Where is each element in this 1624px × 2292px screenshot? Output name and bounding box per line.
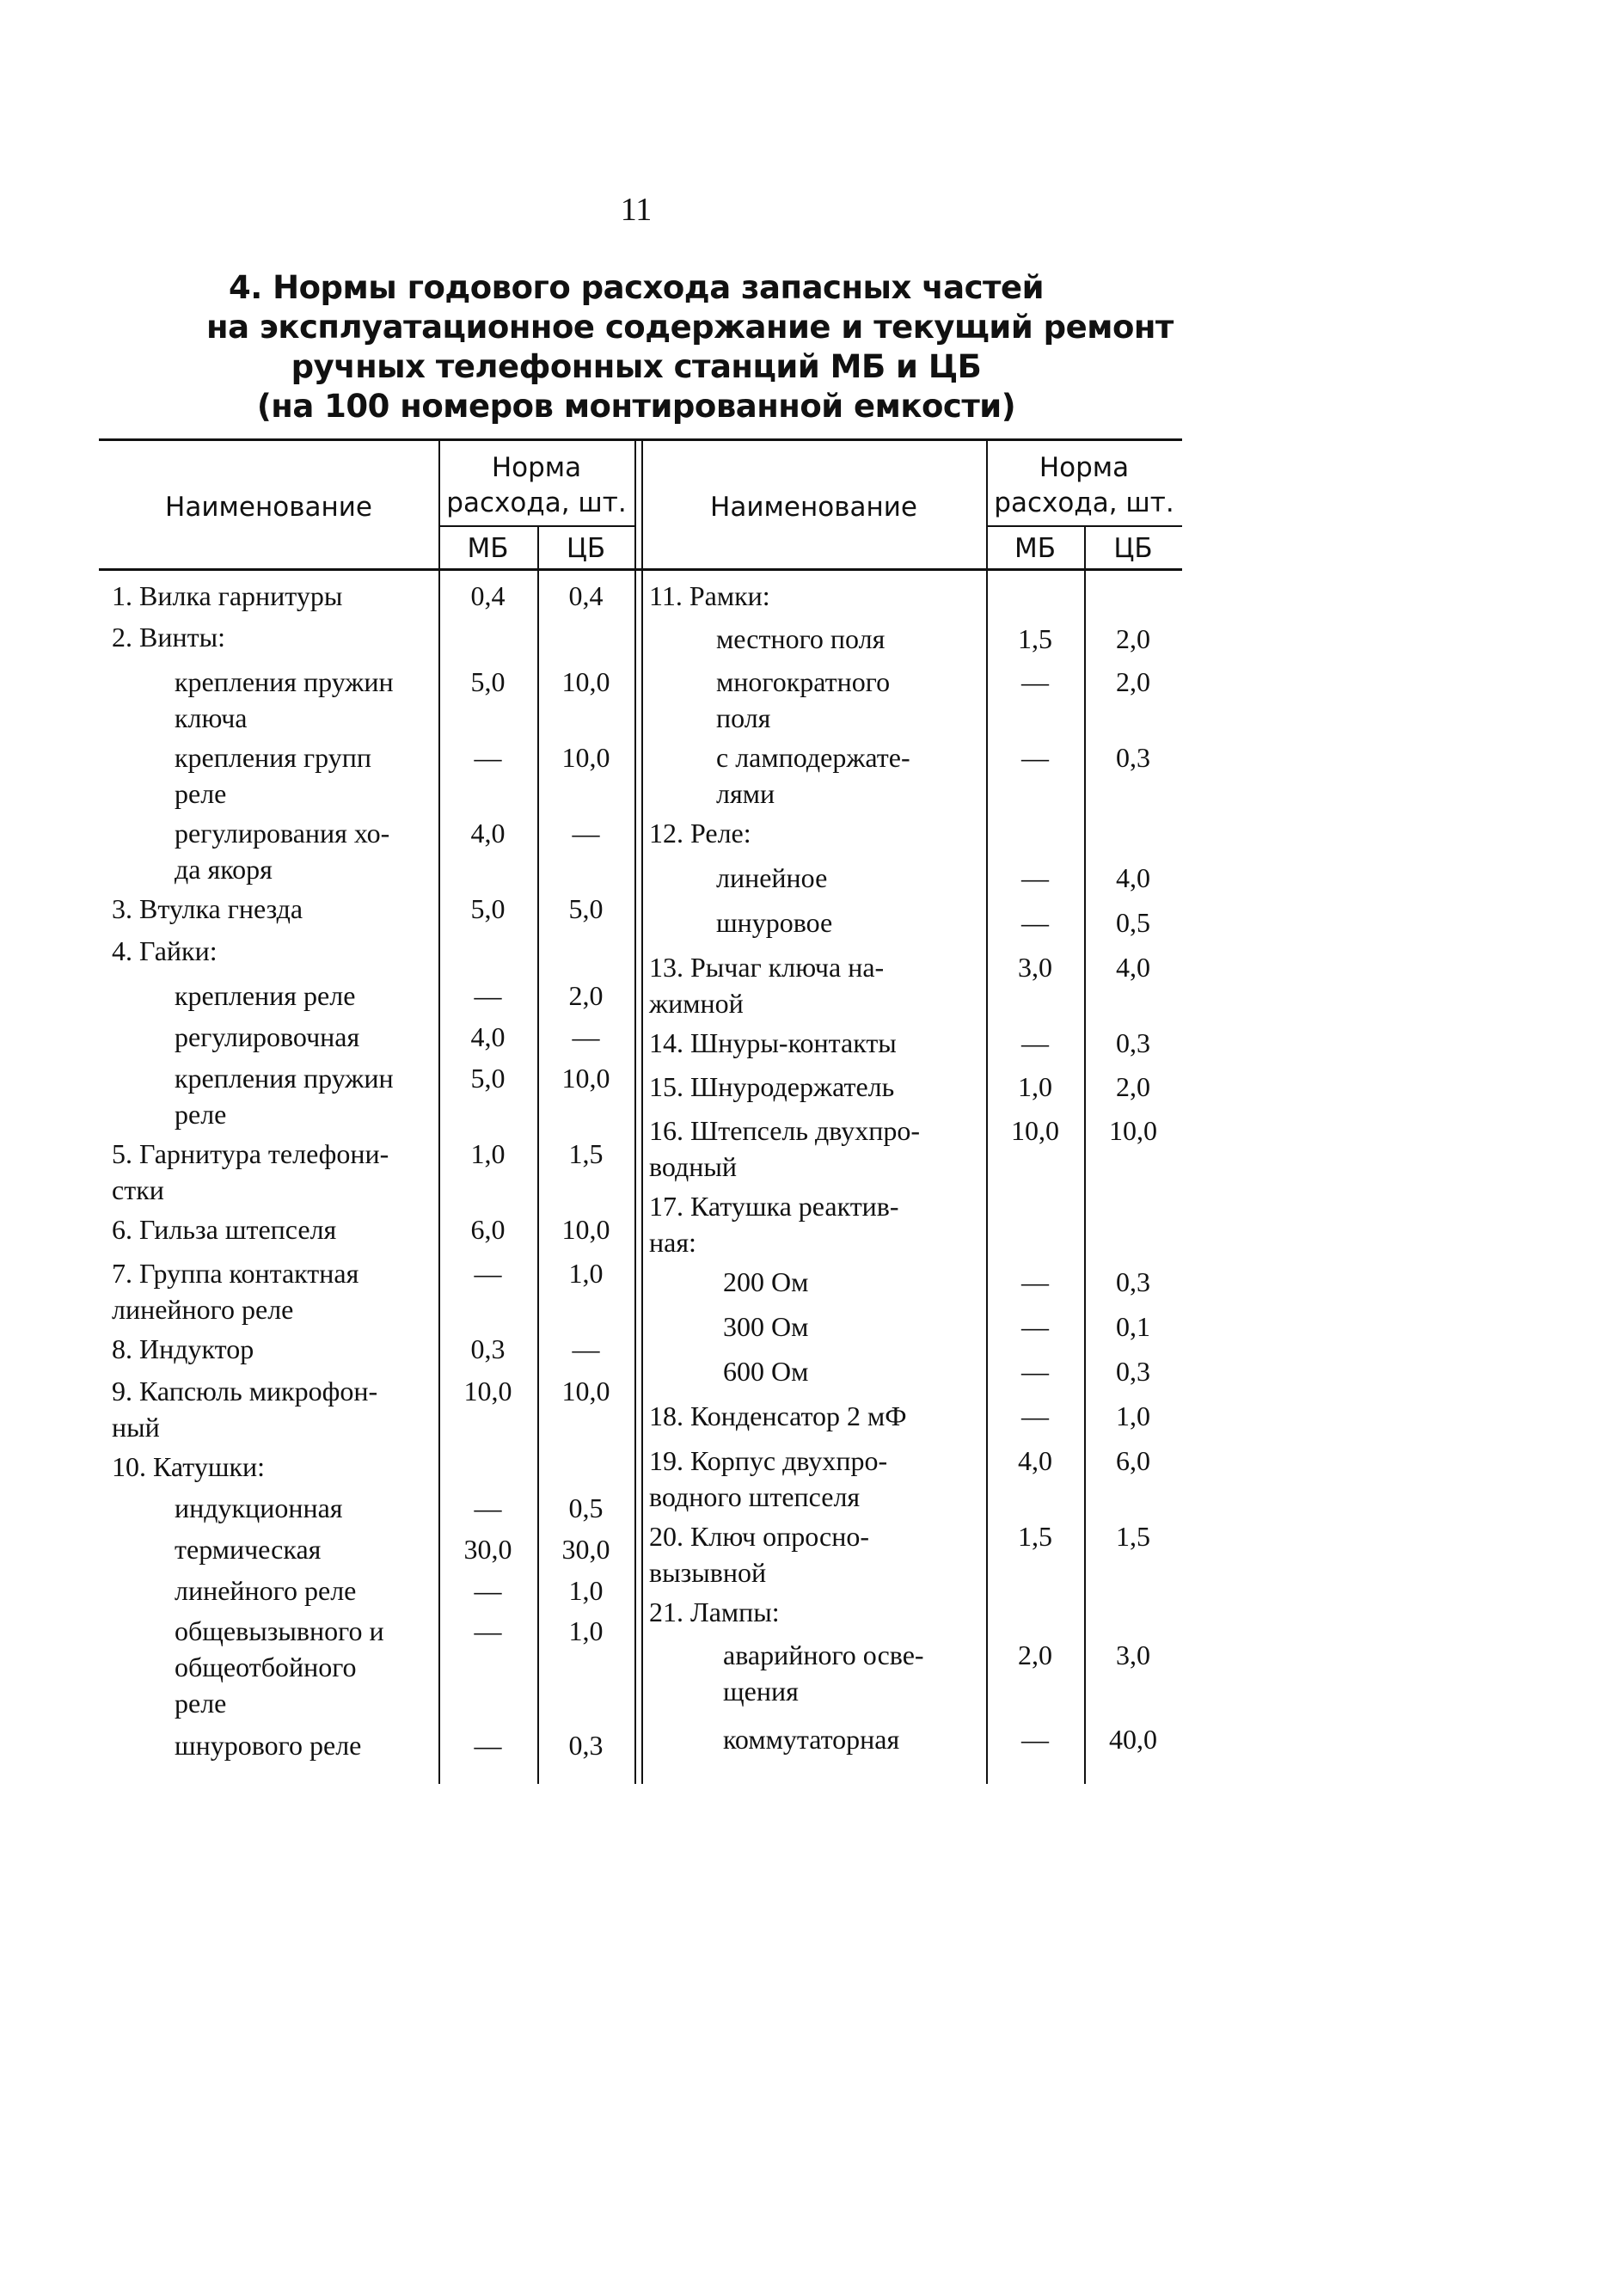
left-norm-header-2: расхода, шт.: [446, 487, 627, 518]
left-row-mb-value: 5,0: [470, 893, 506, 924]
left-row-cb-value: —: [572, 818, 600, 849]
right-row-cb-value: 1,0: [1116, 1400, 1150, 1431]
right-row-cb-value: 3,0: [1116, 1639, 1150, 1670]
left-row-cb-value: 30,0: [561, 1534, 610, 1565]
left-row-name: крепления пружин: [175, 1063, 394, 1094]
right-row-name: 21. Лампы:: [649, 1596, 780, 1627]
title-line-4: (на 100 номеров монтированной емкости): [256, 388, 1016, 425]
table-title: [206, 268, 1174, 426]
left-row-mb-value: —: [474, 980, 502, 1011]
right-row-name: поля: [716, 702, 771, 733]
left-row-name: крепления пружин: [175, 666, 394, 697]
right-row-name: 13. Рычаг ключа на-: [649, 952, 885, 983]
left-row-mb-value: —: [474, 1492, 502, 1523]
left-row-cb-value: 10,0: [561, 742, 610, 773]
left-row-cb-value: 10,0: [561, 1376, 610, 1406]
left-row-name: 4. Гайки:: [112, 935, 218, 966]
left-row-mb-value: 30,0: [463, 1534, 512, 1565]
left-norm-header-1: Норма: [491, 452, 582, 483]
right-row-name: вызывной: [649, 1557, 767, 1588]
left-row-cb-value: 10,0: [561, 1214, 610, 1245]
left-row-name: шнурового реле: [175, 1730, 362, 1761]
right-row-cb-value: 2,0: [1116, 1071, 1150, 1102]
right-row-name: 19. Корпус двухпро-: [649, 1445, 888, 1476]
right-row-name: 16. Штепсель двухпро-: [649, 1115, 921, 1146]
left-row-cb-value: —: [572, 1021, 600, 1052]
right-row-cb-value: 0,3: [1116, 1027, 1150, 1058]
left-row-cb-value: 5,0: [568, 893, 604, 924]
right-row-cb-value: 0,3: [1116, 1266, 1150, 1297]
right-row-name: 200 Ом: [723, 1266, 809, 1297]
right-row-name: 20. Ключ опросно-: [649, 1521, 869, 1552]
left-row-mb-value: —: [474, 1615, 502, 1646]
right-row-mb-value: —: [1021, 742, 1049, 773]
left-row-cb-value: —: [572, 1333, 600, 1364]
right-row-name: 11. Рамки:: [649, 580, 770, 611]
right-row-mb-value: 1,5: [1018, 1521, 1052, 1552]
left-row-cb-value: 2,0: [568, 980, 604, 1011]
right-row-mb-value: —: [1021, 1266, 1049, 1297]
left-row-name: реле: [175, 778, 227, 809]
right-row-name: местного поля: [716, 623, 886, 654]
right-row-mb-value: —: [1021, 1724, 1049, 1755]
left-row-name: регулирования хо-: [175, 818, 390, 849]
left-row-name: ключа: [175, 702, 248, 733]
right-row-name: шнуровое: [716, 907, 833, 938]
left-row-mb-value: 6,0: [470, 1214, 506, 1245]
right-row-mb-value: 1,0: [1018, 1071, 1052, 1102]
left-row-name: общевызывного и: [175, 1615, 384, 1646]
left-row-name: 3. Втулка гнезда: [112, 893, 303, 924]
right-row-name: многократного: [716, 666, 891, 697]
right-row-name: коммутаторная: [723, 1724, 900, 1755]
left-row-name: общеотбойного: [175, 1652, 357, 1682]
left-row-name: индукционная: [175, 1492, 343, 1523]
right-row-name: с ламподержате-: [716, 742, 910, 773]
right-norm-header-1: Норма: [1039, 452, 1130, 483]
right-cb-divider: [1084, 525, 1086, 1784]
left-row-cb-value: 0,3: [568, 1730, 604, 1761]
right-col-name-header: Наименование: [710, 492, 917, 523]
left-row-name: линейного реле: [175, 1575, 357, 1606]
right-row-mb-value: —: [1021, 862, 1049, 893]
left-col-name-header: Наименование: [165, 492, 372, 523]
table-header-rule: [99, 568, 1182, 571]
right-row-cb-value: 0,3: [1116, 1356, 1150, 1387]
right-row-mb-value: —: [1021, 1356, 1049, 1387]
right-row-mb-value: 2,0: [1018, 1639, 1052, 1670]
right-row-name: 15. Шнуродержатель: [649, 1071, 895, 1102]
right-row-cb-value: 2,0: [1116, 666, 1150, 697]
right-row-cb-value: 10,0: [1109, 1115, 1157, 1146]
left-row-name: линейного реле: [112, 1294, 294, 1325]
left-row-cb-value: 10,0: [561, 666, 610, 697]
left-row-name: 10. Катушки:: [112, 1451, 266, 1482]
left-row-cb-value: 10,0: [561, 1063, 610, 1094]
right-row-name: водного штепселя: [649, 1481, 861, 1512]
right-row-cb-value: 0,3: [1116, 742, 1150, 773]
left-row-mb-value: 4,0: [470, 1021, 506, 1052]
left-row-cb-value: 1,0: [568, 1575, 604, 1606]
left-row-name: 1. Вилка гарнитуры: [112, 580, 343, 611]
right-row-cb-value: 4,0: [1116, 952, 1150, 983]
left-row-mb-value: 1,0: [470, 1138, 506, 1169]
right-row-mb-value: 3,0: [1018, 952, 1052, 983]
center-divider-b: [641, 438, 643, 1784]
left-row-name: ный: [112, 1412, 160, 1443]
left-cb-header: ЦБ: [566, 533, 606, 564]
left-norm-subrule: [438, 525, 634, 527]
right-row-mb-value: 4,0: [1018, 1445, 1052, 1476]
left-mb-header: МБ: [467, 533, 509, 564]
center-divider-a: [634, 438, 636, 1784]
left-row-mb-value: 5,0: [470, 1063, 506, 1094]
left-row-cb-value: 1,5: [568, 1138, 604, 1169]
right-row-name: лями: [716, 778, 775, 809]
right-row-cb-value: 6,0: [1116, 1445, 1150, 1476]
right-row-cb-value: 40,0: [1109, 1724, 1157, 1755]
right-row-mb-value: 10,0: [1011, 1115, 1059, 1146]
left-row-cb-value: 0,4: [568, 580, 604, 611]
right-row-name: 300 Ом: [723, 1311, 809, 1342]
right-row-mb-value: 1,5: [1018, 623, 1052, 654]
left-row-mb-value: 0,4: [470, 580, 506, 611]
left-row-mb-value: —: [474, 1575, 502, 1606]
left-row-mb-value: —: [474, 1258, 502, 1289]
right-row-cb-value: 0,1: [1116, 1311, 1150, 1342]
left-row-name: термическая: [175, 1534, 322, 1565]
right-row-cb-value: 1,5: [1116, 1521, 1150, 1552]
left-row-mb-value: —: [474, 1730, 502, 1761]
right-mb-header: МБ: [1014, 533, 1056, 564]
left-row-name: реле: [175, 1688, 227, 1719]
title-line-3: ручных телефонных станций МБ и ЦБ: [291, 348, 982, 385]
right-row-name: водный: [649, 1151, 737, 1182]
right-row-name: щения: [723, 1676, 799, 1707]
left-row-mb-value: 4,0: [470, 818, 506, 849]
right-row-name: ная:: [649, 1227, 696, 1258]
right-norm-header-2: расхода, шт.: [994, 487, 1174, 518]
left-row-name: 6. Гильза штепселя: [112, 1214, 337, 1245]
left-row-name: 5. Гарнитура телефони-: [112, 1138, 389, 1169]
right-row-cb-value: 4,0: [1116, 862, 1150, 893]
left-row-cb-value: 1,0: [568, 1258, 604, 1289]
right-cb-header: ЦБ: [1113, 533, 1153, 564]
right-row-cb-value: 2,0: [1116, 623, 1150, 654]
right-row-name: 600 Ом: [723, 1356, 809, 1387]
left-row-mb-value: 0,3: [470, 1333, 506, 1364]
left-row-name: да якоря: [175, 854, 273, 885]
left-row-name: 2. Винты:: [112, 622, 225, 653]
right-row-mb-value: —: [1021, 1311, 1049, 1342]
left-row-name: 9. Капсюль микрофон-: [112, 1376, 378, 1406]
left-row-name: крепления реле: [175, 980, 356, 1011]
right-row-mb-value: —: [1021, 666, 1049, 697]
left-row-cb-value: 1,0: [568, 1615, 604, 1646]
right-row-name: линейное: [716, 862, 828, 893]
left-row-name: 8. Индуктор: [112, 1333, 254, 1364]
left-row-name: стки: [112, 1174, 164, 1205]
right-row-name: 18. Конденсатор 2 мФ: [649, 1400, 907, 1431]
right-row-mb-value: —: [1021, 1027, 1049, 1058]
right-row-mb-value: —: [1021, 907, 1049, 938]
left-row-name: реле: [175, 1099, 227, 1130]
left-row-name: регулировочная: [175, 1021, 360, 1052]
right-row-name: аварийного осве-: [723, 1639, 924, 1670]
table-top-rule: [99, 438, 1182, 441]
right-row-name: 12. Реле:: [649, 818, 751, 849]
right-row-name: 17. Катушка реактив-: [649, 1191, 899, 1222]
right-row-name: жимной: [649, 988, 744, 1019]
left-row-mb-value: —: [474, 742, 502, 773]
title-line-1: 4. Нормы годового расхода запасных частей: [228, 269, 1045, 306]
left-row-cb-value: 0,5: [568, 1492, 604, 1523]
left-row-mb-value: 5,0: [470, 666, 506, 697]
page-number: 11: [620, 192, 653, 228]
right-row-mb-value: —: [1021, 1400, 1049, 1431]
title-line-2: на эксплуатационное содержание и текущий ремонт: [206, 309, 1174, 346]
left-row-name: крепления групп: [175, 742, 371, 773]
right-row-name: 14. Шнуры-контакты: [649, 1027, 897, 1058]
left-row-name: 7. Группа контактная: [112, 1258, 359, 1289]
left-row-mb-value: 10,0: [463, 1376, 512, 1406]
right-row-cb-value: 0,5: [1116, 907, 1150, 938]
